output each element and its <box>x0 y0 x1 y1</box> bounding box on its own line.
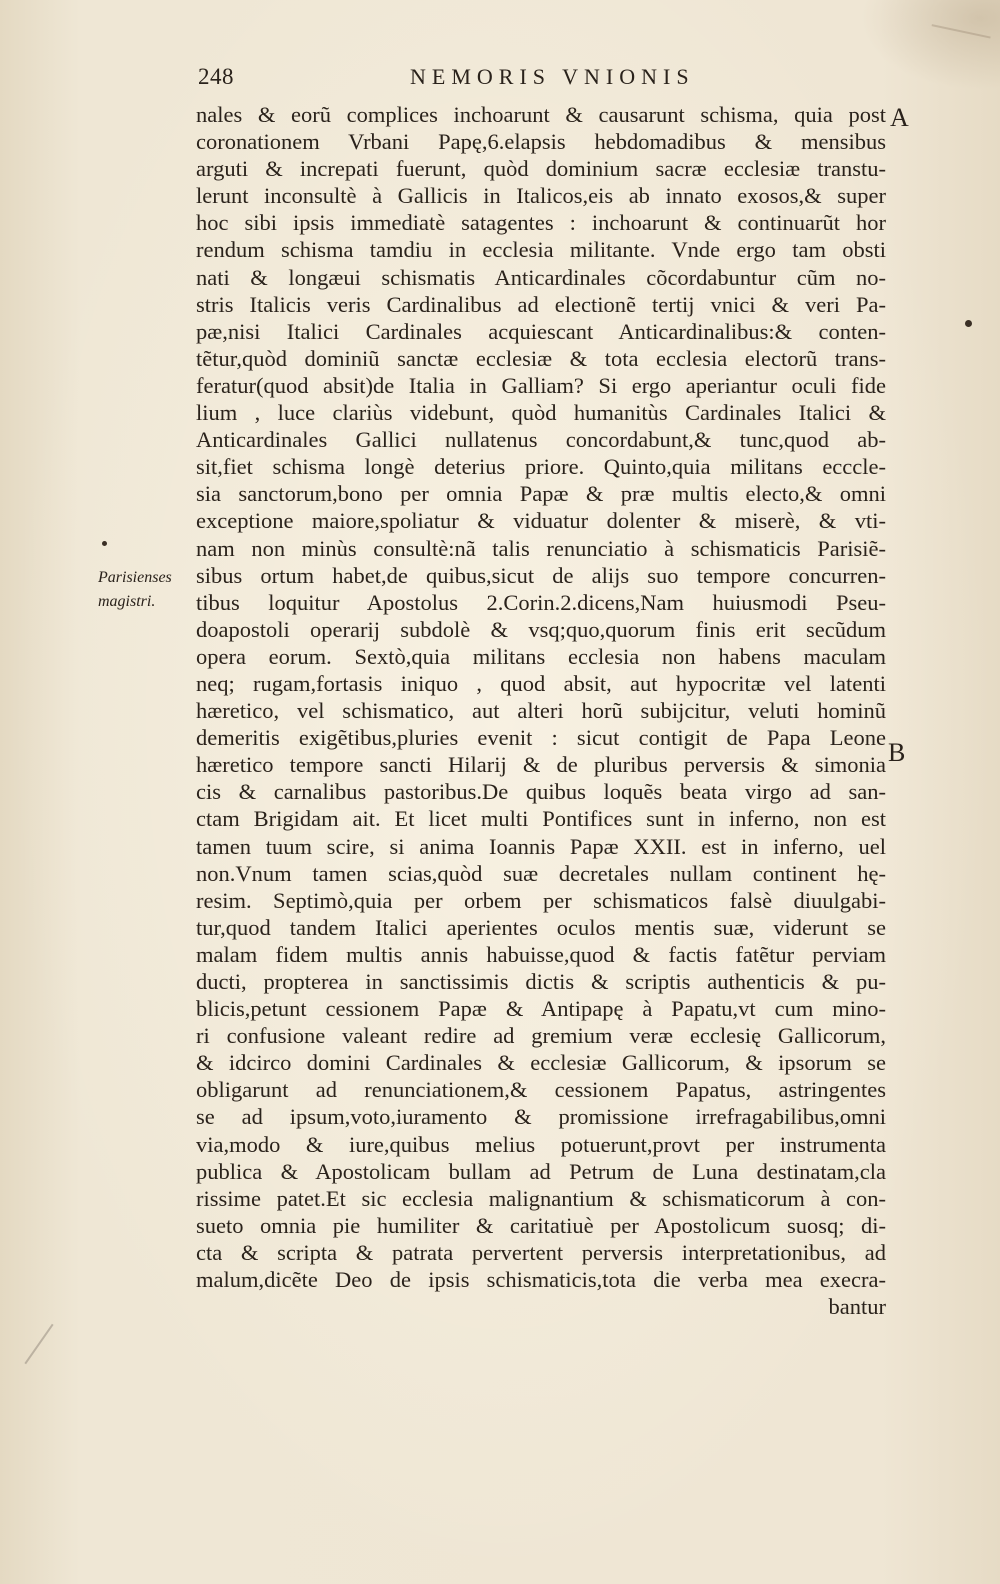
body-text <box>196 101 886 1320</box>
text-line: neq; rugam,fortasis iniquo , quod absit, aut hypocritæ vel latenti <box>196 670 886 696</box>
text-line: doapostoli operarij subdolè & vsq;quo,quorum finis erit secũdum <box>196 616 886 642</box>
text-line: malam fidem multis annis habuisse,quod & factis fatẽtur perviam <box>196 941 886 967</box>
section-marker-a: A <box>890 103 909 132</box>
text-line: lium , luce clariùs videbunt, quòd humanitùs Cardinales Italici & <box>196 400 886 426</box>
text-line: coronationem Vrbani Papę,6.elapsis hebdomadibus & mensibus <box>196 129 886 155</box>
text-line: rissime patet.Et sic ecclesia malignantium & schismaticorum à con- <box>196 1185 886 1211</box>
text-line: hæretico, vel schismatico, aut alteri horũ subijcitur, veluti hominũ <box>196 698 886 724</box>
text-line: exceptione maiore,spoliatur & viduatur dolenter & miserè, & vti- <box>196 508 886 534</box>
text-line: publica & Apostolicam bullam ad Petrum de Luna destinatam,cla <box>196 1158 886 1184</box>
text-line: tibus loquitur Apostolus 2.Corin.2.dicens,Nam huiusmodi Pseu- <box>196 589 886 615</box>
text-line: & idcirco domini Cardinales & ecclesiæ Gallicorum, & ipsorum se <box>196 1050 886 1076</box>
running-title: NEMORIS VNIONIS <box>410 64 695 89</box>
text-line: arguti & increpati fuerunt, quòd dominium sacræ ecclesiæ transtu- <box>196 156 886 182</box>
ink-dot <box>102 541 107 546</box>
text-line: feratur(quod absit)de Italia in Galliam? Si ergo aperiantur oculi fide <box>196 372 886 398</box>
text-line: ducti, propterea in sanctissimis dictis & scriptis authenticis & pu- <box>196 969 886 994</box>
text-line: hoc sibi ipsis immediatè satagentes : inchoarunt & continuarũt hor <box>196 210 886 236</box>
text-line: resim. Septimò,quia per orbem per schismaticos falsè diuulgabi- <box>196 887 886 913</box>
text-line: pæ,nisi Italici Cardinales acquiescant Anticardinalibus:& conten- <box>196 318 886 344</box>
text-line: malum,dicẽte Deo de ipsis schismaticis,tota die verba mea execra- <box>196 1267 886 1293</box>
text-line: sit,fiet schisma longè deterius priore. Quinto,quia militans ecccle- <box>196 454 886 480</box>
text-line: tamen tuum scire, si anima Ioannis Papæ XXII. est in inferno, uel <box>196 833 886 859</box>
marginal-note: Parisienses magistri. <box>98 569 172 610</box>
text-line: non.Vnum tamen scias,quòd suæ decretales nullam continent hę- <box>196 860 886 886</box>
text-line: lerunt inconsultè à Gallicis in Italicos,eis ab innato exosos,& super <box>196 183 886 209</box>
text-line: se ad ipsum,voto,iuramento & promissione irrefragabilibus,omni <box>196 1104 886 1130</box>
text-line: sueto omnia pie humiliter & caritatiuè per Apostolicum suosq; di- <box>196 1212 886 1238</box>
text-line: opera eorum. Sextò,quia militans ecclesia non habens maculam <box>196 643 886 669</box>
text-line: obligarunt ad renunciationem,& cessionem Papatus, astringentes <box>196 1077 886 1103</box>
text-line: sibus ortum habet,de quibus,sicut de alijs suo tempore concurren- <box>196 562 886 588</box>
text-line: blicis,petunt cessionem Papæ & Antipapę à Papatu,vt cum mino- <box>196 996 886 1022</box>
page-number: 248 <box>198 64 234 89</box>
text-line: stris Italicis veris Cardinalibus ad electionẽ tertij vnici & veri Pa- <box>196 291 886 317</box>
text-line: Anticardinales Gallici nullatenus concordabunt,& tunc,quod ab- <box>196 427 886 453</box>
text-line: nati & longæui schismatis Anticardinales cõcordabuntur cũm no- <box>196 264 886 290</box>
text-line: ri confusione valeant redire ad gremium veræ ecclesię Gallicorum, <box>196 1023 886 1049</box>
text-line: via,modo & iure,quibus melius potuerunt,provt per instrumenta <box>196 1131 886 1157</box>
text-line: demeritis exigẽtibus,pluries evenit : sicut contigit de Papa Leone <box>196 725 886 751</box>
text-line: hæretico tempore sancti Hilarij & de pluribus perversis & simonia <box>196 752 886 778</box>
text-line: nam non minùs consultè:nã talis renunciatio à schismaticis Parisiẽ- <box>196 535 886 561</box>
text-line: rendum schisma tamdiu in ecclesia militante. Vnde ergo tam obsti <box>196 237 886 263</box>
text-line: cta & scripta & patrata pervertent perversis interpretationibus, ad <box>196 1239 886 1265</box>
text-line: cis & carnalibus pastoribus.De quibus loquẽs beata virgo ad san- <box>196 779 886 805</box>
text-line: tur,quod tandem Italici aperientes oculos mentis suæ, viderunt se <box>196 914 886 940</box>
text-line: tẽtur,quòd dominiũ sanctæ ecclesiæ & tota ecclesia electorũ trans- <box>196 345 886 371</box>
text-line: nales & eorũ complices inchoarunt & causarunt schisma, quia post <box>196 102 886 127</box>
section-marker-b: B <box>888 738 906 767</box>
text-line: ctam Brigidam ait. Et licet multi Pontifices sunt in inferno, non est <box>196 806 886 832</box>
text-line: sia sanctorum,bono per omnia Papæ & præ multis electo,& omni <box>196 481 886 507</box>
catchword: bantur <box>828 1294 886 1320</box>
page-header <box>198 62 778 96</box>
ink-dot <box>965 320 972 327</box>
page-scratch <box>24 1324 53 1364</box>
